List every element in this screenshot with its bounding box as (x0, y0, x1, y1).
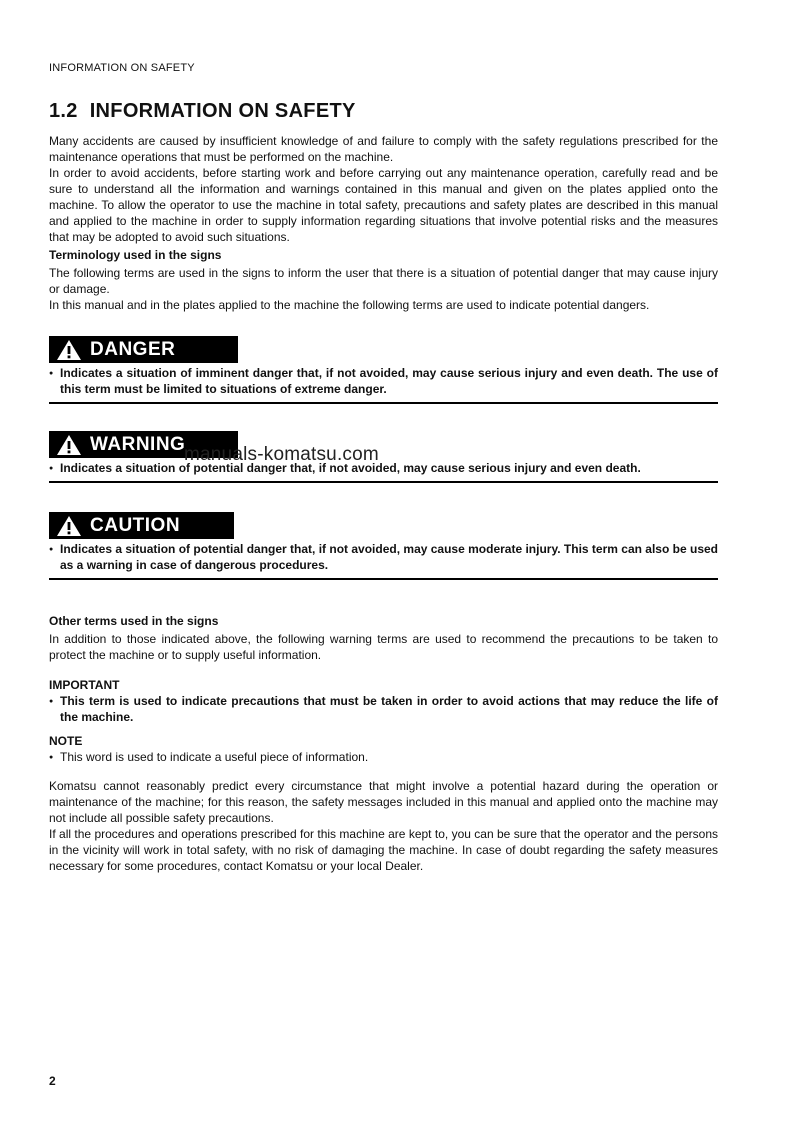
danger-label-text: DANGER (90, 338, 176, 360)
terminology-paragraph-2: In this manual and in the plates applied to the machine the following terms are used to indicate potential dangers. (49, 298, 650, 312)
caution-label-text: CAUTION (90, 514, 181, 536)
page-number: 2 (49, 1074, 56, 1088)
caution-description (49, 541, 718, 573)
intro-paragraph-1: Many accidents are caused by insufficient knowledge of and failure to comply with the safety regulations prescribed for the maintenance operations that must be performed on the machine. (49, 134, 718, 164)
note-label: NOTE (49, 734, 83, 748)
terminology-paragraph-1: The following terms are used in the signs to inform the user that there is a situation of potential danger that may cause injury or damage. (49, 266, 718, 296)
note-bullet: ● This word is used to indicate a useful piece of information. (49, 749, 718, 765)
other-terms-block (49, 613, 718, 874)
warning-triangle-icon (56, 434, 82, 456)
closing-paragraph-2: If all the procedures and operations prescribed for this machine are kept to, you can be sure that the operator and the persons in the vicinity will work in total safety, with no risk of damaging the machine. In case of doubt regarding the safety measures necessary for some procedures, contact Komatsu or your local Dealer. (49, 827, 718, 873)
warning-label-text: WARNING (90, 433, 186, 455)
section-number: 1.2 (49, 100, 78, 122)
running-header: INFORMATION ON SAFETY (49, 62, 195, 74)
warning-description (49, 460, 718, 476)
danger-description (49, 365, 718, 397)
warning-triangle-icon (56, 515, 82, 537)
watermark: manuals-komatsu.com (184, 444, 379, 465)
caution-bullet: ● Indicates a situation of potential danger that, if not avoided, may cause moderate injury. This term can also be used as a warning in case of dangerous procedures. (49, 541, 718, 573)
intro-paragraph-2: In order to avoid accidents, before starting work and before carrying out any maintenance operation, carefully read and be sure to understand all the information and warnings contained in this manual and given on the plates applied onto the machine. To allow the operator to use the machine in total safety, precautions and safety plates are described in this manual and applied to the machine in order to supply information regarding situations that involve potential risks and the measures that may be adopted to avoid such situations. (49, 166, 718, 244)
important-bullet: ● This term is used to indicate precautions that must be taken in order to avoid actions that may reduce the life of the machine. (49, 693, 718, 725)
intro-block (49, 133, 718, 313)
caution-divider (49, 578, 718, 580)
section-title (49, 100, 356, 123)
other-terms-heading: Other terms used in the signs (49, 614, 219, 628)
warning-divider (49, 481, 718, 483)
danger-bullet: ● Indicates a situation of imminent danger that, if not avoided, may cause serious injury and even death. The use of this term must be limited to situations of extreme danger. (49, 365, 718, 397)
terminology-heading: Terminology used in the signs (49, 248, 222, 262)
important-label: IMPORTANT (49, 678, 120, 692)
other-terms-paragraph: In addition to those indicated above, the following warning terms are used to recommend the precautions to be taken to protect the machine or to supply useful information. (49, 632, 718, 662)
warning-bullet: ● Indicates a situation of potential danger that, if not avoided, may cause serious injury and even death. (49, 460, 718, 476)
danger-sign-label (49, 336, 238, 363)
warning-triangle-icon (56, 339, 82, 361)
section-title-text: INFORMATION ON SAFETY (89, 100, 356, 122)
closing-paragraph-1: Komatsu cannot reasonably predict every circumstance that might involve a potential hazard during the operation or maintenance of the machine; for this reason, the safety messages included in this manual and applied onto the machine may not include all possible safety precautions. (49, 779, 718, 825)
danger-divider (49, 402, 718, 404)
caution-sign-label (49, 512, 234, 539)
